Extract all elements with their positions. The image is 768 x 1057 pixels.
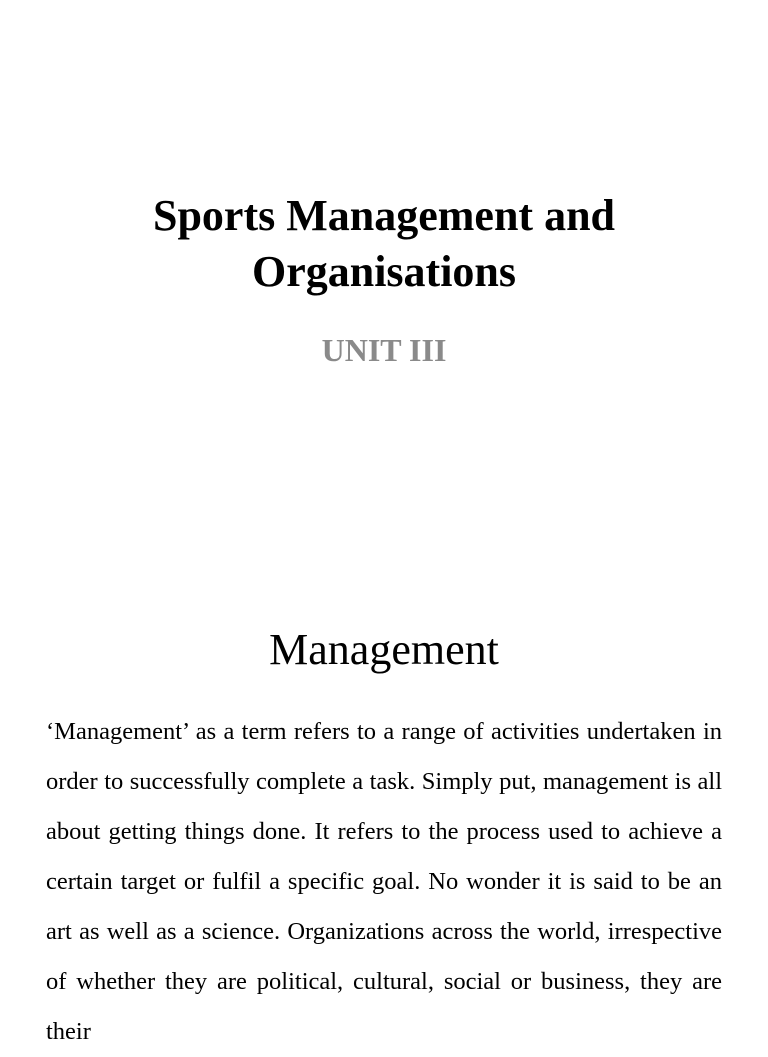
title-line-2: Organisations: [251, 247, 517, 296]
unit-subtitle: UNIT III: [321, 332, 447, 368]
title-line-1: Sports Management and: [152, 191, 616, 240]
page-title: [0, 188, 768, 300]
body-paragraph: ‘Management’ as a term refers to a range of activities undertaken in order to successfully complete a task. Simply put, management is all about getting things done. It refers to the process used to achieve a certain target or fulfil a specific goal. No wonder it is said to be an art as well as a science. Organizations across the world, irrespective of whether they are political, cultural, social or business, they are their: [46, 718, 722, 1045]
section-heading: Management: [269, 625, 499, 674]
